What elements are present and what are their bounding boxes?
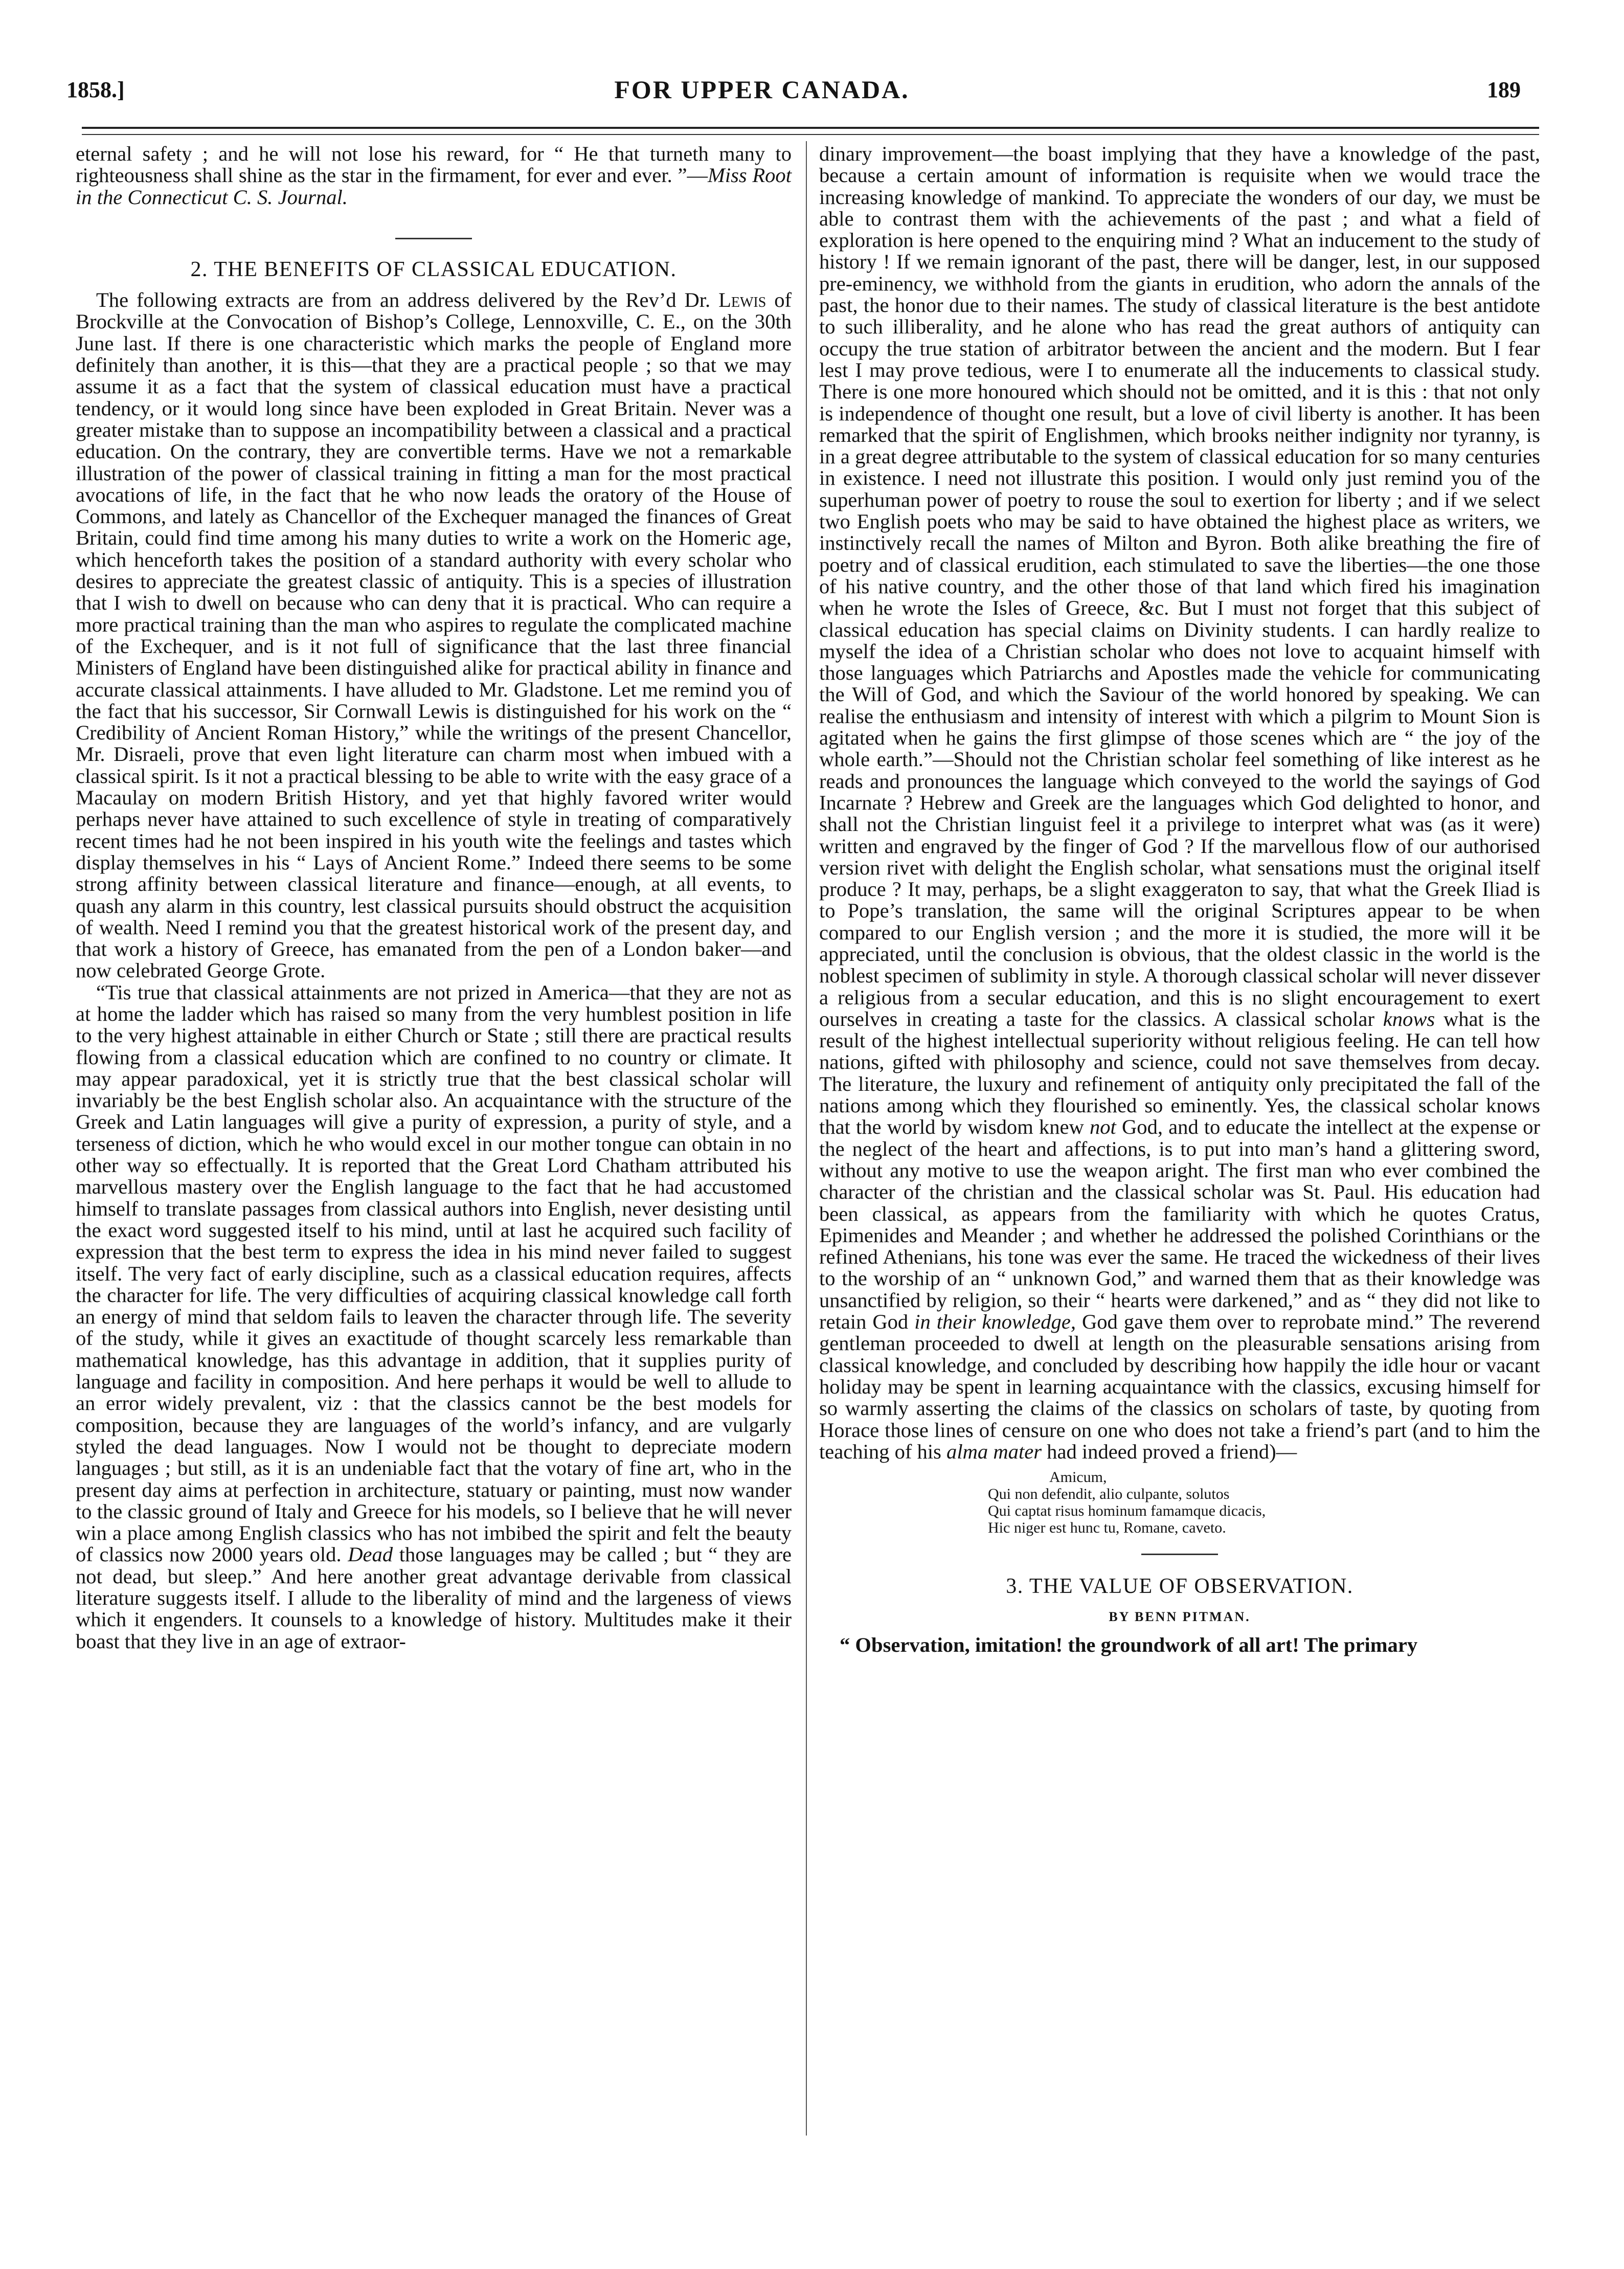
left-column — [76, 143, 792, 1652]
intro-paragraph — [76, 143, 792, 208]
column-separator — [806, 141, 807, 2136]
section2-heading: 2. THE BENEFITS OF CLASSICAL EDUCATION. — [190, 257, 677, 281]
p2-text-b: those languages may be called ; but “ they are not dead, but sleep.” And here another great advantage derivable from classical literature suggests itself. I allude to the liberality of mind and the largeness of views which it engenders. It counsels to a knowledge of history. Multitudes make it their boast that they live in an age of extraor- — [76, 1543, 792, 1653]
right-text-5: had indeed proved a friend)— — [1042, 1440, 1297, 1463]
section3-first-line: “ Observation, imitation! the groundwork of all art! The primary — [840, 1633, 1418, 1656]
p2-italic-dead: Dead — [348, 1543, 393, 1566]
poem-line: Qui non defendit, alio culpante, solutos — [988, 1486, 1230, 1503]
p1-text-a: The following extracts are from an address delivered by the Rev’d Dr. — [96, 288, 719, 312]
header-rule-thin — [82, 134, 1539, 135]
right-text-4: God gave them over to reprobate mind.” The reverend gentleman proceeded to dwell at length on the pleasurable sensations arising from classical knowledge, and concluded by describing how happily the idle hour or vacant holiday may be spent in learning acquaintance with the classics, excusing himself for so warmly asserting the claims of the classics on scholars of taste, by quoting from Horace those lines of censure on one who does not take a friend’s part (and to him the teaching of his — [819, 1310, 1540, 1463]
right-text-1: dinary improvement—the boast implying that they have a knowledge of the past, because a certain amount of information is requisite when we would trace the increasing knowledge of mankind. To appreciate the wonders of our day, we must be able to contrast them with the achievements of the past ; and what a field of exploration is here opened to the enquiring mind ? What an inducement to the study of history ! If we remain ignorant of the past, there will be danger, lest, in our supposed pre-eminency, we withhold from the giants in erudition, who adorn the annals of the past, the honor due to their names. The study of classical literature is the best antidote to such illiberality, and he alone who has read the great authors of antiquity can occupy the true station of arbitrator between the ancient and the modern. But I fear lest I may prove tedious, were I to enumerate all the inducements to classical study. There is one more honoured which should not be omitted, and it is this : that not only is independence of thought one result, but a love of civil liberty is another. It has been remarked that the spirit of Englishmen, which brooks neither indignity nor tyranny, is in a great degree attributable to the system of classical education for so many centuries in existence. I need not illustrate this position. I would only just remind you of the superhuman power of poetry to rouse the soul to exertion for liberty ; and if we select two English poets who may be said to have obtained the highest place as writers, we instinctively recall the names of Milton and Byron. Both alike breathing the fire of poetry and of classical erudition, each stimulated to save the liberties—the one those of his native country, and the other those of that land which fired his imagination when he wrote the Isles of Greece, &c. But I must not forget that this subject of classical education has special claims on Divinity students. I can hardly realize to myself the idea of a Christian scholar who does not love to acquaint himself with those languages which Patriarchs and Apostles made the vehicle for communicating the Will of God, and which the Saviour of the world honored by speaking. We can realise the enthusiasm and intensity of interest with which a pilgrim to Mount Sion is agitated when he gains the first glimpse of those scenes which are “ the joy of the whole earth.”—Should not the Christian scholar feel something of like interest as he reads and pronounces the language which conveyed to the world the sayings of God Incarnate ? Hebrew and Greek are the languages which God delighted to honor, and shall not the Christian linguist feel it a privilege to interpret what was (as it were) written and engraved by the finger of God ? If the marvellous flow of our authorised version rivet with delight the English scholar, what sensations must the original itself produce ? It may, perhaps, be a slight exaggeraton to say, that what the Greek Iliad is to Pope’s translation, the same will the original Scriptures appear to be when compared to our English version ; and the more it is studied, the more will it be appreciated, until the conclusion is obvious, that the oldest classic in the world is the noblest specimen of sublimity in style. A thorough classical scholar will never dissever a religious from a secular education, and this is no slight encouragement to exert ourselves in creating a taste for the classics. A classical scholar — [819, 142, 1540, 1030]
author-name: Lewis — [718, 288, 766, 312]
italic-not: not — [1089, 1115, 1116, 1139]
intro-text: eternal safety ; and he will not lose his reward, for “ He that turneth many to righteousness shall shine as the star in the firmament, for ever and ever. ”— — [76, 142, 792, 187]
intro-attribution: Miss Root in the Connecticut C. S. Journal. — [76, 164, 792, 209]
latin-quotation — [819, 1469, 1540, 1536]
right-text-2: what is the result of the highest intellectual superiority without religious feeling. He can tell how nations, gifted with philosophy and science, could not save themselves from decay. The literature, the luxury and refinement of antiquity only precipitated the fall of the nations among which they flourished so eminently. Yes, the classical scholar knows that the world by wisdom knew — [819, 1007, 1541, 1139]
header-title: FOR UPPER CANADA. — [614, 75, 910, 104]
poem-line: Amicum, — [1049, 1469, 1107, 1486]
page-number: 189 — [1487, 77, 1521, 102]
poem-line: Hic niger est hunc tu, Romane, caveto. — [988, 1519, 1226, 1537]
continued-paragraph — [819, 143, 1540, 1463]
header-rule-thick — [82, 127, 1539, 129]
italic-alma-mater: alma mater — [946, 1440, 1042, 1463]
p1-text-b: of Brockville at the Convocation of Bishop’s College, Lennoxville, C. E., on the 30th June last. If there is one characteristic which marks the people of England more definitely than another, it is this—that they are a practical people ; so that we may assume it as a fact that the system of classical education must have a practical tendency, or it would long since have been exploded in Great Britain. Never was a greater mistake than to suppose an incompatibility between a classical and a practical education. On the contrary, they are convertible terms. Have we not a remarkable illustration of the power of classical training in fitting a man for the most practical avocations of life, in the fact that he who now leads the oratory of the House of Commons, and lately as Chancellor of the Exchequer managed the finances of Great Britain, could find time among his many duties to write a work on the Homeric age, which henceforth takes the position of a standard authority with every scholar who desires to appreciate the greatest classic of antiquity. This is a species of illustration that I wish to dwell on because who can deny that it is practical. Who can require a more practical training than the man who aspires to regulate the complicated machine of the Exchequer, and is it not full of significance that the last three financial Ministers of England have been distinguished alike for practical ability in finance and accurate classical attainments. I have alluded to Mr. Gladstone. Let me remind you of the fact that his successor, Sir Cornwall Lewis is distinguished for his work on the “ Credibility of Ancient Roman History,” while the writings of the present Chancellor, Mr. Disraeli, prove that even light literature can charm most when imbued with a classical spirit. Is it not a practical blessing to be able to write with the easy grace of a Macaulay on modern British History, and yet that highly favored writer would perhaps never have attained to such excellence of style in treating of comparatively recent times had he not been inspired in his youth wite the feelings and tastes which display themselves in his “ Lays of Ancient Rome.” Indeed there seems to be some strong affinity between classical literature and finance—enough, at all events, to quash any alarm in this country, lest classical pursuits should obstruct the acquisition of wealth. Need I remind you that the greatest historical work of the present day, and that work a history of Greece, has emanated from the pen of a London baker—and now celebrated George Grote. — [76, 288, 792, 982]
p2-text-a: “Tis true that classical attainments are not prized in America—that they are not as at home the ladder which has raised so many from the very humblest position in life to the very highest attainable in either Church or State ; still there are practical results flowing from a classical education which are confined to no country or climate. It may appear paradoxical, yet it is strictly true that the best classical scholar will invariably be the best English scholar also. An acquaintance with the structure of the Greek and Latin languages will give a purity of expression, a purity of style, and a terseness of diction, which he who would excel in our mother tongue can obtain in no other way so effectually. It is reported that the Great Lord Chatham attributed his marvellous mastery over the English language to the fact that he had accustomed himself to translate passages from classical authors into English, never desisting until the exact word suggested itself to his mind, until at last he acquired such facility of expression that the best term to express the idea in his mind never failed to suggest itself. The very fact of early discipline, such as a classical education requires, affects the character for life. The very difficulties of acquiring classical knowledge call forth an energy of mind that seldom fails to leaven the character through life. The severity of the study, while it gives an exactitude of thought scarcely less remarkable than mathematical knowledge, has this advantage in addition, that it supplies purity of language and facility in composition. And here perhaps it would be well to allude to an error widely prevalent, viz : that the classics cannot be the best models for composition, because they are languages of the world’s infancy, and are vulgarly styled the dead languages. Now I would not be thought to depreciate modern languages ; but still, as it is an undeniable fact that the votary of fine art, who in the present day aims at perfection in architecture, statuary or painting, must now wander to the classic ground of Italy and Greece for his models, so I believe that he will never win a place among English classics who has not imbibed the spirit and felt the beauty of classics now 2000 years old. — [76, 980, 792, 1566]
italic-knowledge: in their knowledge, — [914, 1310, 1076, 1334]
section2-paragraph-2 — [76, 982, 792, 1652]
italic-knows: knows — [1383, 1007, 1435, 1030]
right-column — [819, 143, 1540, 1656]
section2-paragraph-1 — [76, 289, 792, 982]
section-divider — [395, 238, 472, 239]
section3-byline: BY BENN PITMAN. — [1109, 1609, 1251, 1625]
right-text-3: God, and to educate the intellect at the expense or the neglect of the heart and affections, is to put into man’s hand a glittering sword, without any motive to use the weapon aright. The first man who ever combined the character of the christian and the classical scholar was St. Paul. His education had been classical, as appears from the familiarity with which he quotes Cratus, Epimenides and Meander ; and whether he addressed the polished Corinthians or the refined Athenians, his tone was ever the same. He traced the wickedness of their lives to the worship of an “ unknown God,” and warned them that as their knowledge was unsanctified by religion, so their “ hearts were darkened,” and as “ they did not like to retain God — [819, 1115, 1540, 1334]
section3-heading: 3. THE VALUE OF OBSERVATION. — [1006, 1575, 1354, 1599]
poem-line: Qui captat risus hominum famamque dicacis, — [988, 1502, 1266, 1520]
section-divider — [1141, 1554, 1218, 1555]
header-year: 1858.] — [66, 77, 125, 102]
